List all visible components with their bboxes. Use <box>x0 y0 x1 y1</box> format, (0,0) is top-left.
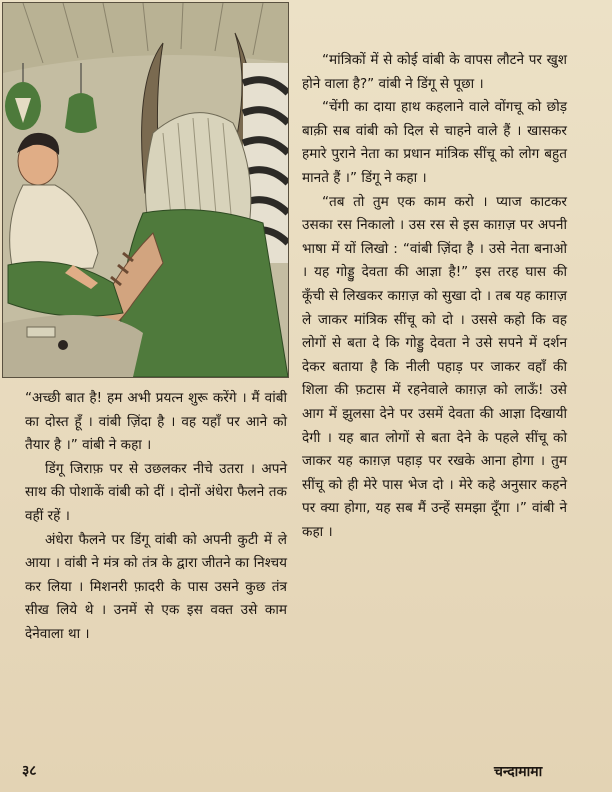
right-text-column <box>302 49 567 544</box>
paragraph: “मांत्रिकों में से कोई वांबी के वापस लौटने पर खुश होने वाला है?” वांबी ने डिंगू से पूछा । <box>302 52 567 92</box>
magazine-name: चन्दामामा <box>494 764 543 780</box>
paragraph: डिंगू जिराफ़ पर से उछलकर नीचे उतरा । अपने साथ की पोशाकें वांबी को दीं । दोनों अंधेरा फैलने तक वहीं रहें । <box>25 460 287 524</box>
paragraph: “अच्छी बात है! हम अभी प्रयत्न शुरू करेंगे । मैं वांबी का दोस्त हूँ । वांबी ज़िंदा है । वह यहाँ पर आने को तैयार है ।” वांबी ने कहा । <box>25 390 287 454</box>
left-text-column <box>25 387 287 647</box>
paragraph: “चेंगी का दाया हाथ कहलाने वाले वोंगचू को छोड़ बाक़ी सब वांबी को दिल से चाहने वाले हैं । खासकर हमारे पुराने नेता का प्रधान मांत्रिक सींचू को लोग बहुत मानते हैं ।” डिंगू ने कहा । <box>302 99 567 186</box>
paragraph: अंधेरा फैलने पर डिंगू वांबी को अपनी कुटी में ले आया । वांबी ने मंत्र को तंत्र के द्वारा जीतने का निश्चय कर लिया । मिशनरी फ़ादरी के पास उसने कुछ तंत्र सीख लिये थे । उनमें से एक इस वक्त उसे काम देनेवाला था । <box>25 531 287 642</box>
story-illustration <box>2 2 289 378</box>
paragraph: “तब तो तुम एक काम करो । प्याज काटकर उसका रस निकालो । उस रस से इस काग़ज़ पर अपनी भाषा में यों लिखो : “वांबी ज़िंदा है । उसे नेता बनाओ । यह गोड्डु देवता की आज्ञा है!” इस तरह घास की कूँची से लिखकर काग़ज़ को सुखा दो । तब यह काग़ज़ ले जाकर मांत्रिक सींचू को दो । उससे कहो कि वह लोगों से बता दे कि गोड्डु देवता ने उसे सपने में दर्शन देकर बताया है कि नीली पहाड़ पर जाकर वहाँ की शिला की फ़टास में रहनेवाले काग़ज़ को लाऊँ! उसे आग में झुलसा देने पर उसमें देवता की आज्ञा दिखायी देगी । यह बात लोगों से बता देने के पहले सींचू को जाकर यह काग़ज़ पहाड़ पर रखके आना होगा । तुम सींचू को ही मेरे पास भेज दो । मेरे कहे अनुसार कहने पर क्या होगा, यह सब मैं उन्हें समझा दूँगा ।” वांबी ने कहा । <box>302 193 567 540</box>
illustration-drawing <box>3 3 288 377</box>
page-number: ३८ <box>22 763 37 779</box>
